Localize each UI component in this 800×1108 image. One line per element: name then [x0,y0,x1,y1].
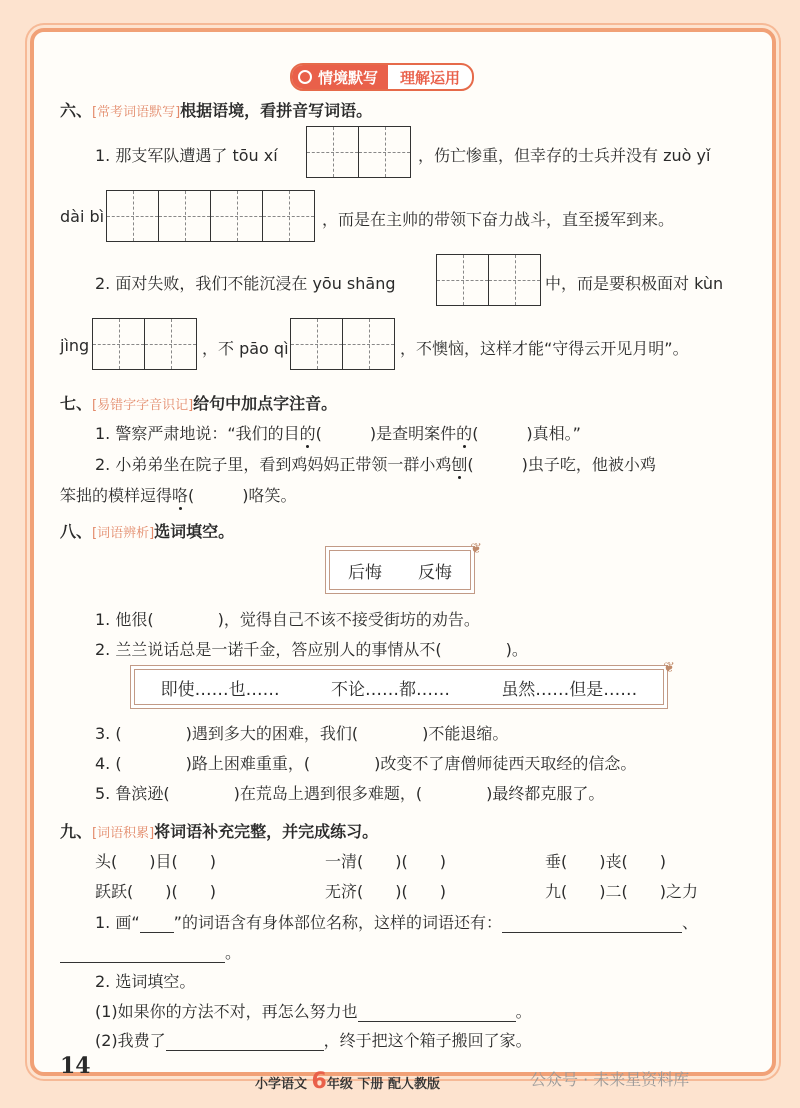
medal-icon [298,70,312,84]
blank-line [140,916,174,933]
section-8-instruction: 选词填空。 [154,522,235,541]
s7-q2-text-c: 笨拙的模样逗得 [60,486,173,505]
s9-question-1 [95,910,698,933]
answer-grid-you-shang[interactable] [436,254,541,306]
footer-subject: 小学语文 [255,1077,308,1092]
header-left [292,65,388,89]
s9-q1-text-c: 、 [681,913,698,932]
section-6-heading [60,98,372,121]
watermark: 公众号 · 未来星资料库 [530,1070,690,1089]
idiom-blank[interactable]: 一清( )( ) [325,852,446,871]
s8-question-3: 3. ( )遇到多大的困难，我们( )不能退缩。 [95,724,509,743]
section-7-instruction: 给句中加点字注音。 [193,394,338,413]
header-left-label: 情境默写 [318,68,379,87]
section-8-number: 八、 [60,522,93,541]
conjunction-option: 即使……也…… [160,679,280,700]
section-header [290,63,474,91]
dotted-char: 的 [456,424,473,443]
section-7-number: 七、 [60,394,93,413]
answer-line[interactable] [166,1034,324,1051]
footer-grade: 年级 [326,1077,353,1092]
s6-line1-b: ，伤亡惨重，但幸存的士兵并没有 zuò yǐ [418,146,711,165]
s7-q1-text-b: ( )是查明案件 [315,424,457,443]
answer-grid-tou-xi[interactable] [306,126,411,178]
s6-line1-a: 1. 那支军队遭遇了 tōu xí [95,146,278,165]
s6-line3-a: 2. 面对失败，我们不能沉浸在 yōu shāng [95,274,396,293]
s7-question-1 [95,421,581,444]
idiom-blank[interactable]: 头( )目( ) [95,852,216,871]
answer-line[interactable] [358,1005,516,1022]
footer-volume: 下册 [357,1077,384,1092]
answer-line[interactable] [60,946,225,963]
section-6-tag: [常考词语默写] [92,105,181,120]
s7-question-2-cont [60,483,297,506]
s9-question-2-2 [95,1028,532,1051]
section-9-heading [60,819,378,842]
section-9-instruction: 将词语补充完整，并完成练习。 [154,822,379,841]
s9-question-2-1 [95,999,532,1022]
s9-q2-1-end: 。 [515,1002,532,1021]
conjunction-option: 不论……都…… [330,679,450,700]
s6-line4-c: ，不懊恼，这样才能“守得云开见月明”。 [400,339,689,358]
section-8-tag: [词语辨析] [92,526,155,541]
section-7-tag: [易错字字音识记] [92,398,194,413]
s9-question-2: 2. 选词填空。 [95,972,196,991]
dotted-char: 刨 [451,455,468,474]
s7-q2-text-b: ( )虫子吃，他被小鸡 [467,455,656,474]
idiom-blank[interactable]: 九( )二( )之力 [545,882,698,901]
idiom-blank[interactable]: 跃跃( )( ) [95,882,216,901]
word-choice-box-1 [325,541,482,594]
section-8-heading [60,519,234,542]
dotted-char: 咯 [172,486,189,505]
footer-book-info [255,1069,440,1094]
answer-grid-kun-jing[interactable] [92,318,197,370]
page-number: 14 [60,1053,91,1079]
s7-q1-text-c: ( )真相。” [472,424,581,443]
answer-grid-zuo-yi-dai-bi[interactable] [106,190,315,242]
s8-question-1: 1. 他很( )，觉得自己不该不接受街坊的劝告。 [95,610,480,629]
s9-q1-text-a: 1. 画“ [95,913,140,932]
word-option: 反悔 [418,562,452,583]
s7-q2-text-a: 2. 小弟弟坐在院子里，看到鸡妈妈正带领一群小鸡 [95,455,452,474]
word-option: 后悔 [348,562,382,583]
s9-q1-text-d: 。 [225,943,242,962]
s9-q2-1-text: (1)如果你的方法不对，再怎么努力也 [95,1002,358,1021]
idiom-blank[interactable]: 垂( )丧( ) [545,852,666,871]
leaf-decoration-icon: ❦ [470,541,482,557]
footer-edition: 配人教版 [387,1077,440,1092]
footer-grade-number: 6 [311,1069,327,1094]
s6-line3-b: 中，而是要积极面对 kùn [545,274,724,293]
s8-question-4: 4. ( )路上困难重重，( )改变不了唐僧师徒西天取经的信念。 [95,754,637,773]
idiom-blank[interactable]: 无济( )( ) [325,882,446,901]
dotted-char: 的 [299,424,316,443]
s9-q1-text-b: ”的词语含有身体部位名称，这样的词语还有： [173,913,502,932]
s7-q1-text-a: 1. 警察严肃地说：“我们的目 [95,424,300,443]
leaf-decoration-icon: ❦ [663,660,675,676]
section-9-tag: [词语积累] [92,826,155,841]
answer-line[interactable] [502,916,682,933]
section-7-heading [60,391,337,414]
s7-question-2 [95,452,656,475]
s6-line4-b: ，不 pāo qì [202,339,289,358]
s6-line2-b: ，而是在主帅的带领下奋力战斗，直至援军到来。 [322,210,675,229]
answer-grid-pao-qi[interactable] [290,318,395,370]
s6-line4-a: jìng [60,336,90,355]
section-9-number: 九、 [60,822,93,841]
s6-line2-a: dài bì [60,207,105,226]
s9-q2-2-end: ，终于把这个箱子搬回了家。 [323,1031,532,1050]
s8-question-5: 5. 鲁滨逊( )在荒岛上遇到很多难题，( )最终都克服了。 [95,784,605,803]
s9-q2-2-text: (2)我费了 [95,1031,166,1050]
word-choice-box-1-inner [329,550,471,590]
word-choice-box-2-inner [134,669,664,705]
s7-q2-text-d: ( )咯笑。 [188,486,297,505]
section-6-number: 六、 [60,101,93,120]
header-right-label: 理解运用 [400,68,461,87]
s9-question-1-cont [60,940,241,963]
section-6-instruction: 根据语境，看拼音写词语。 [180,101,373,120]
s8-question-2: 2. 兰兰说话总是一诺千金，答应别人的事情从不( )。 [95,640,528,659]
conjunction-option: 虽然……但是…… [501,679,638,700]
word-choice-box-2 [130,660,675,709]
